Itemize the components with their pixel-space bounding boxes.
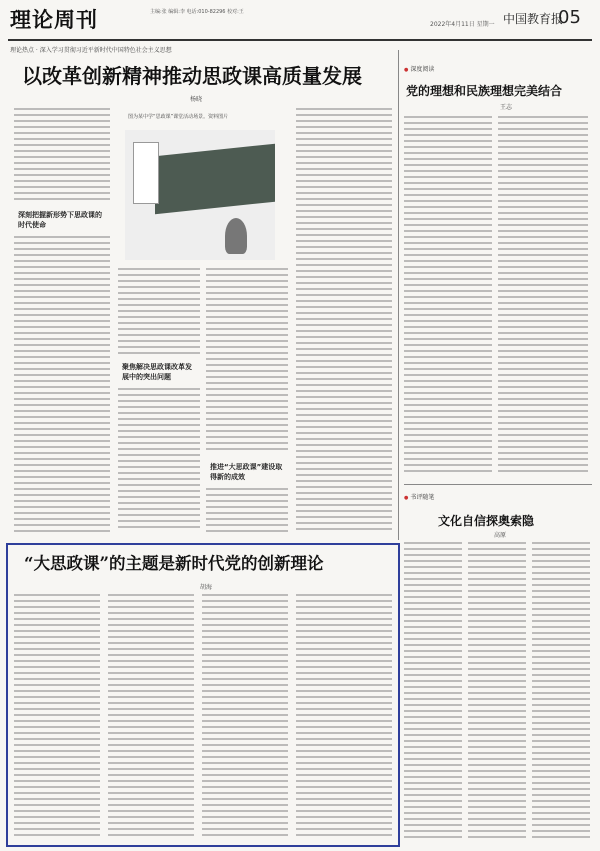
masthead-rule	[8, 39, 592, 41]
classroom-photo	[125, 130, 275, 260]
text-block	[498, 116, 588, 476]
contact-info: 主编:张 编辑:李 电话:010-82296 校对:王	[150, 9, 244, 15]
right-top-headline: 党的理想和民族理想完美结合	[406, 84, 563, 98]
scroll-banner	[133, 142, 159, 204]
right-top-tag: ● 深度阅读	[404, 64, 434, 73]
student-figure	[225, 218, 247, 254]
text-block	[14, 108, 110, 202]
text-block	[118, 388, 200, 532]
text-block	[202, 594, 288, 840]
photo-caption: 图为某中学“思政课”课堂活动场景。资料图片	[128, 114, 229, 120]
text-block	[206, 268, 288, 454]
section-rule	[404, 484, 592, 485]
bottom-headline: “大思政课”的主题是新时代党的创新理论	[24, 554, 324, 573]
text-block	[108, 594, 194, 840]
subhead-2: 聚焦解决思政课改革发展中的突出问题	[122, 363, 192, 381]
text-block	[404, 116, 492, 476]
text-block	[14, 594, 100, 840]
masthead	[0, 0, 600, 40]
right-bottom-headline: 文化自信探奥索隐	[438, 514, 535, 528]
text-block	[468, 542, 526, 842]
top-note: 理论热点 · 深入学习贯彻习近平新时代中国特色社会主义思想	[10, 47, 172, 54]
right-bottom-byline: 高原	[494, 532, 507, 539]
blackboard	[155, 144, 275, 215]
text-block	[532, 542, 590, 842]
column-divider	[398, 50, 399, 540]
subhead-1: 深刻把握新形势下思政课的时代使命	[18, 211, 102, 229]
text-block	[296, 108, 392, 532]
issue-date: 2022年4月11日 星期一	[430, 21, 495, 28]
main-byline: 杨晓	[190, 96, 203, 103]
text-block	[206, 488, 288, 532]
text-block	[404, 542, 462, 842]
text-block	[14, 236, 110, 532]
section-title: 理论周刊	[10, 7, 98, 32]
main-headline: 以改革创新精神推动思政课高质量发展	[22, 64, 362, 88]
page-number: 05	[558, 7, 581, 28]
subhead-3: 推进“大思政课”建设取得新的成效	[210, 463, 283, 481]
text-block	[118, 268, 200, 354]
right-top-byline: 王志	[500, 104, 513, 111]
right-bottom-tag: ● 书评随笔	[404, 492, 434, 501]
text-block	[296, 594, 392, 840]
bottom-byline: 胡海	[200, 584, 213, 591]
paper-name: 中国教育报	[503, 12, 564, 26]
